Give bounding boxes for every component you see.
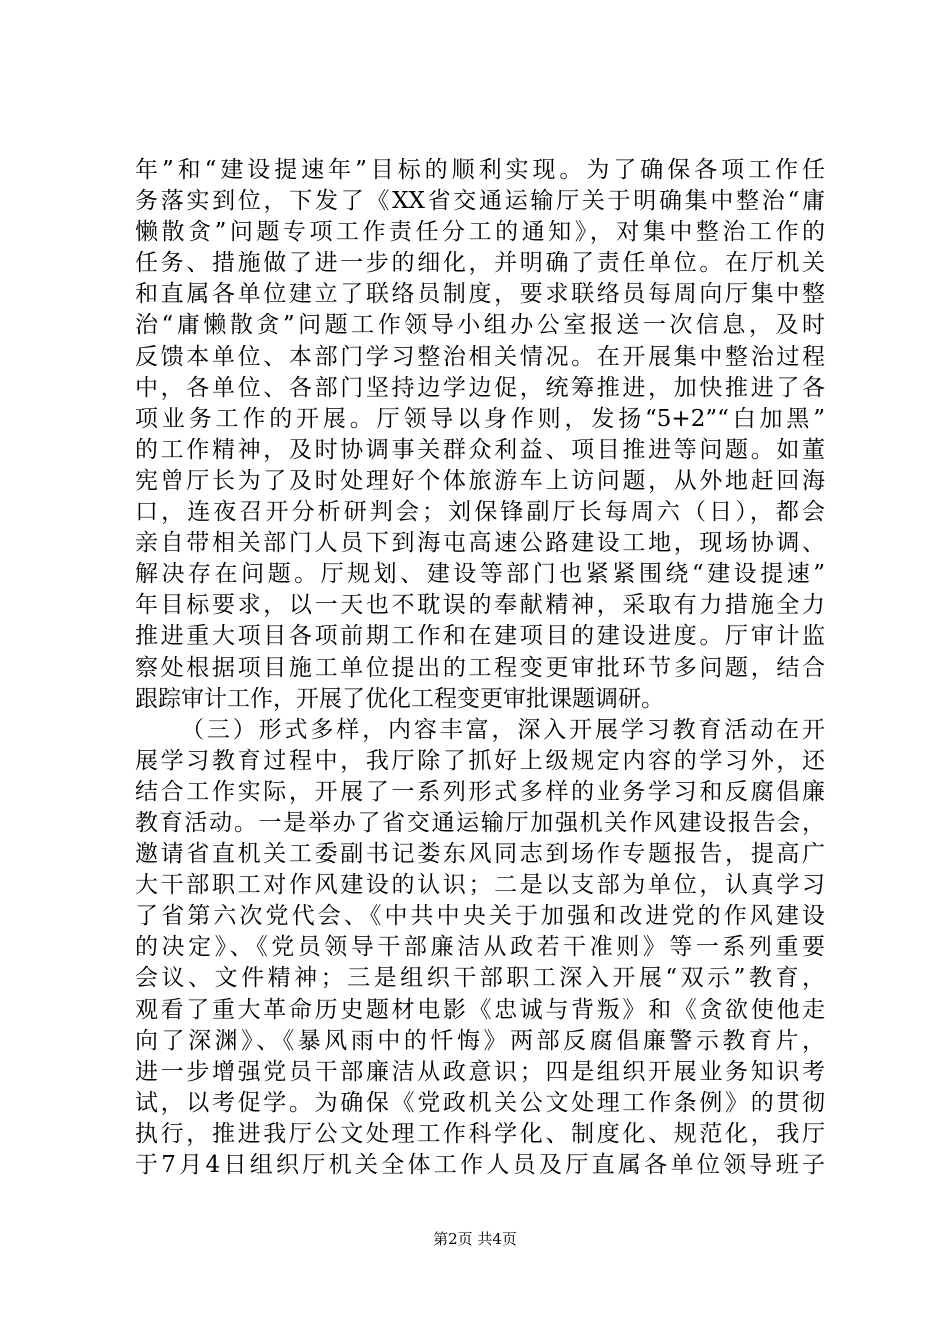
text-line: 亲自带相关部门人员下到海屯高速公路建设工地，现场协调、 [135,530,825,557]
text-line: 和直属各单位建立了联络员制度，要求联络员每周向厅集中整 [135,281,825,308]
text-line: 年”和“建设提速年”目标的顺利实现。为了确保各项工作任 [135,157,825,183]
text-line: 跟踪审计工作，开展了优化工程变更审批课题调研。 [135,685,664,712]
text-line: 进一步增强党员干部廉洁从政意识；四是组织开展业务知识考 [135,1058,825,1085]
section-heading-line: （三）形式多样，内容丰富，深入开展学习教育活动在开 [181,716,825,743]
text-line: 任务、措施做了进一步的细化，并明确了责任单位。在厅机关 [135,250,825,277]
text-line: 向了深渊》、《暴风雨中的忏悔》两部反腐倡廉警示教育片， [135,1027,825,1054]
text-line: 中，各单位、各部门坚持边学边促，统筹推进，加快推进了各 [135,374,825,401]
text-line: 试，以考促学。为确保《党政机关公文处理工作条例》的贯彻 [135,1089,825,1116]
text-line: 教育活动。一是举办了省交通运输厅加强机关作风建设报告会， [135,809,825,836]
text-line: 展学习教育过程中，我厅除了抓好上级规定内容的学习外，还 [135,747,825,774]
text-line: 项业务工作的开展。厅领导以身作则，发扬“5+2”“白加黑” [135,405,825,432]
text-line: 观看了重大革命历史题材电影《忠诚与背叛》和《贪欲使他走 [135,996,825,1023]
text-line: 解决存在问题。厅规划、建设等部门也紧紧围绕“建设提速” [135,561,825,588]
text-line: 大干部职工对作风建设的认识；二是以支部为单位，认真学习 [135,872,825,899]
text-line: 邀请省直机关工委副书记娄东风同志到场作专题报告，提高广 [135,841,825,868]
text-line: 的决定》、《党员领导干部廉洁从政若干准则》等一系列重要 [135,934,825,961]
text-line: 结合工作实际，开展了一系列形式多样的业务学习和反腐倡廉 [135,778,825,805]
text-line: 反馈本单位、本部门学习整治相关情况。在开展集中整治过程 [135,343,825,370]
text-line: 治“庸懒散贪”问题工作领导小组办公室报送一次信息，及时 [135,312,825,339]
text-line: 懒散贪”问题专项工作责任分工的通知》，对集中整治工作的 [135,219,825,246]
text-line: 推进重大项目各项前期工作和在建项目的建设进度。厅审计监 [135,623,825,650]
document-body [135,155,825,1181]
page-number-footer: 第2页 共4页 [433,1230,517,1248]
text-line: 年目标要求，以一天也不耽误的奉献精神，采取有力措施全力 [135,592,825,619]
text-line: 执行，推进我厅公文处理工作科学化、制度化、规范化，我厅 [135,1120,825,1147]
text-line: 务落实到位，下发了《XX省交通运输厅关于明确集中整治“庸 [135,188,825,215]
text-line: 口，连夜召开分析研判会；刘保锋副厅长每周六（日），都会 [135,499,825,526]
text-line: 了省第六次党代会、《中共中央关于加强和改进党的作风建设 [135,903,825,930]
text-line: 的工作精神，及时协调事关群众利益、项目推进等问题。如董 [135,436,825,463]
text-line: 察处根据项目施工单位提出的工程变更审批环节多问题，结合 [135,654,825,681]
text-line: 宪曾厅长为了及时处理好个体旅游车上访问题，从外地赶回海 [135,467,825,494]
text-line: 于7月4日组织厅机关全体工作人员及厅直属各单位领导班子 [135,1152,825,1178]
text-line: 会议、文件精神；三是组织干部职工深入开展“双示”教育， [135,965,825,992]
